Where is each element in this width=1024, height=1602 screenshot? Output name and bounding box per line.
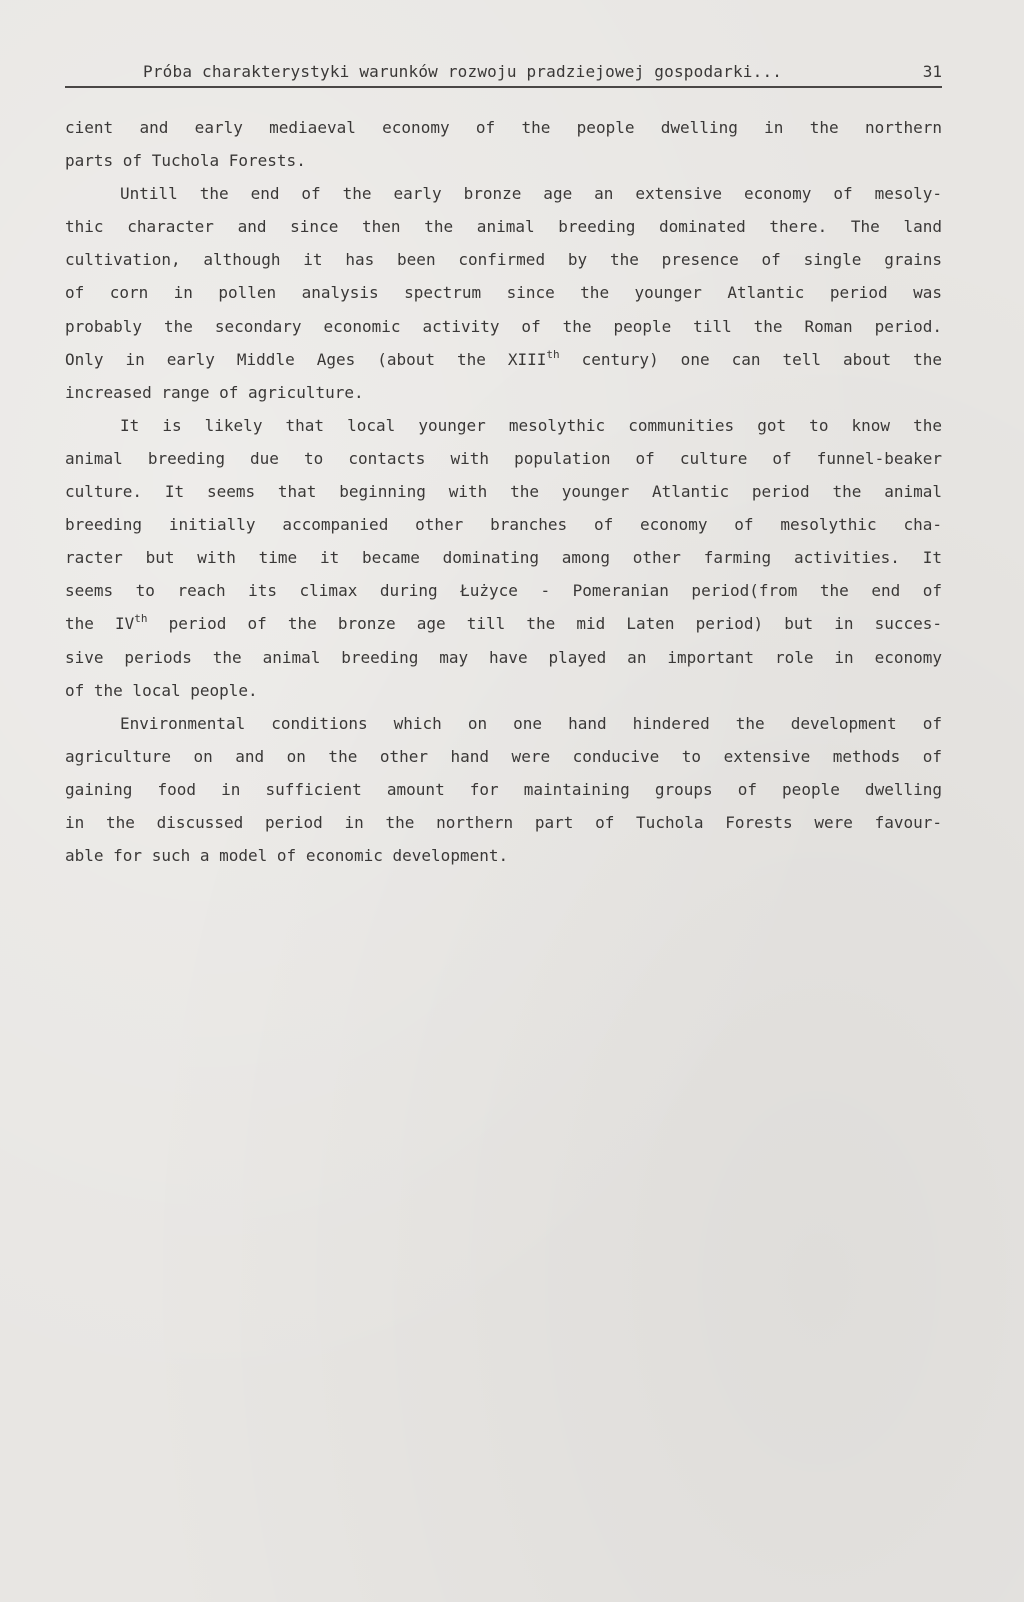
- text-line: cient and early mediaeval economy of the people dwelling in the northern: [65, 118, 942, 137]
- text-line: thic character and since then the animal breeding dominated there. The land: [65, 217, 942, 237]
- text-line: cultivation, although it has been confirmed by the presence of single grains: [65, 250, 942, 270]
- paragraph: [65, 409, 942, 707]
- text-line: Environmental conditions which on one hand hindered the development of: [120, 713, 942, 733]
- body-text: [65, 111, 942, 872]
- line-text: the IV: [65, 614, 135, 634]
- text-line: [65, 343, 942, 376]
- text-line: gaining food in sufficient amount for maintaining groups of people dwelling: [65, 779, 942, 799]
- text-line: able for such a model of economic development.: [65, 846, 509, 866]
- running-title: Próba charakterystyki warunków rozwoju pradziejowej gospodarki...: [143, 62, 783, 81]
- text-line: of corn in pollen analysis spectrum since the younger Atlantic period was: [65, 283, 942, 303]
- line-text: century) one can tell about the: [559, 349, 943, 369]
- line-text: period of the bronze age till the mid Laten period) but in succes-: [147, 614, 942, 634]
- text-line: probably the secondary economic activity of the people till the Roman period.: [65, 316, 942, 336]
- paragraph: [65, 707, 942, 872]
- text-line: parts of Tuchola Forests.: [65, 151, 306, 171]
- text-line: racter but with time it became dominating among other farming activities. It: [65, 548, 942, 568]
- text-line: breeding initially accompanied other branches of economy of mesolythic cha-: [65, 515, 942, 535]
- paragraph: [65, 177, 942, 409]
- text-line: animal breeding due to contacts with population of culture of funnel-beaker: [65, 448, 942, 468]
- superscript: th: [134, 612, 148, 626]
- text-line: of the local people.: [65, 680, 258, 700]
- text-line: agriculture on and on the other hand were conducive to extensive methods of: [65, 746, 942, 766]
- page-number: 31: [922, 62, 942, 81]
- text-line: increased range of agriculture.: [65, 382, 364, 402]
- superscript: th: [546, 347, 560, 361]
- line-text: Only in early Middle Ages (about the XIII: [65, 349, 547, 369]
- running-header: [65, 60, 942, 88]
- text-line: It is likely that local younger mesolythic communities got to know the: [120, 415, 942, 435]
- text-line: Untill the end of the early bronze age an extensive economy of mesoly-: [120, 184, 942, 204]
- text-line: sive periods the animal breeding may have played an important role in economy: [65, 647, 942, 667]
- text-line: culture. It seems that beginning with the younger Atlantic period the animal: [65, 482, 942, 502]
- paragraph: [65, 111, 942, 177]
- text-line: seems to reach its climax during Łużyce - Pomeranian period(from the end of: [65, 581, 942, 601]
- text-line: [65, 607, 942, 640]
- text-line: in the discussed period in the northern part of Tuchola Forests were favour-: [65, 812, 942, 832]
